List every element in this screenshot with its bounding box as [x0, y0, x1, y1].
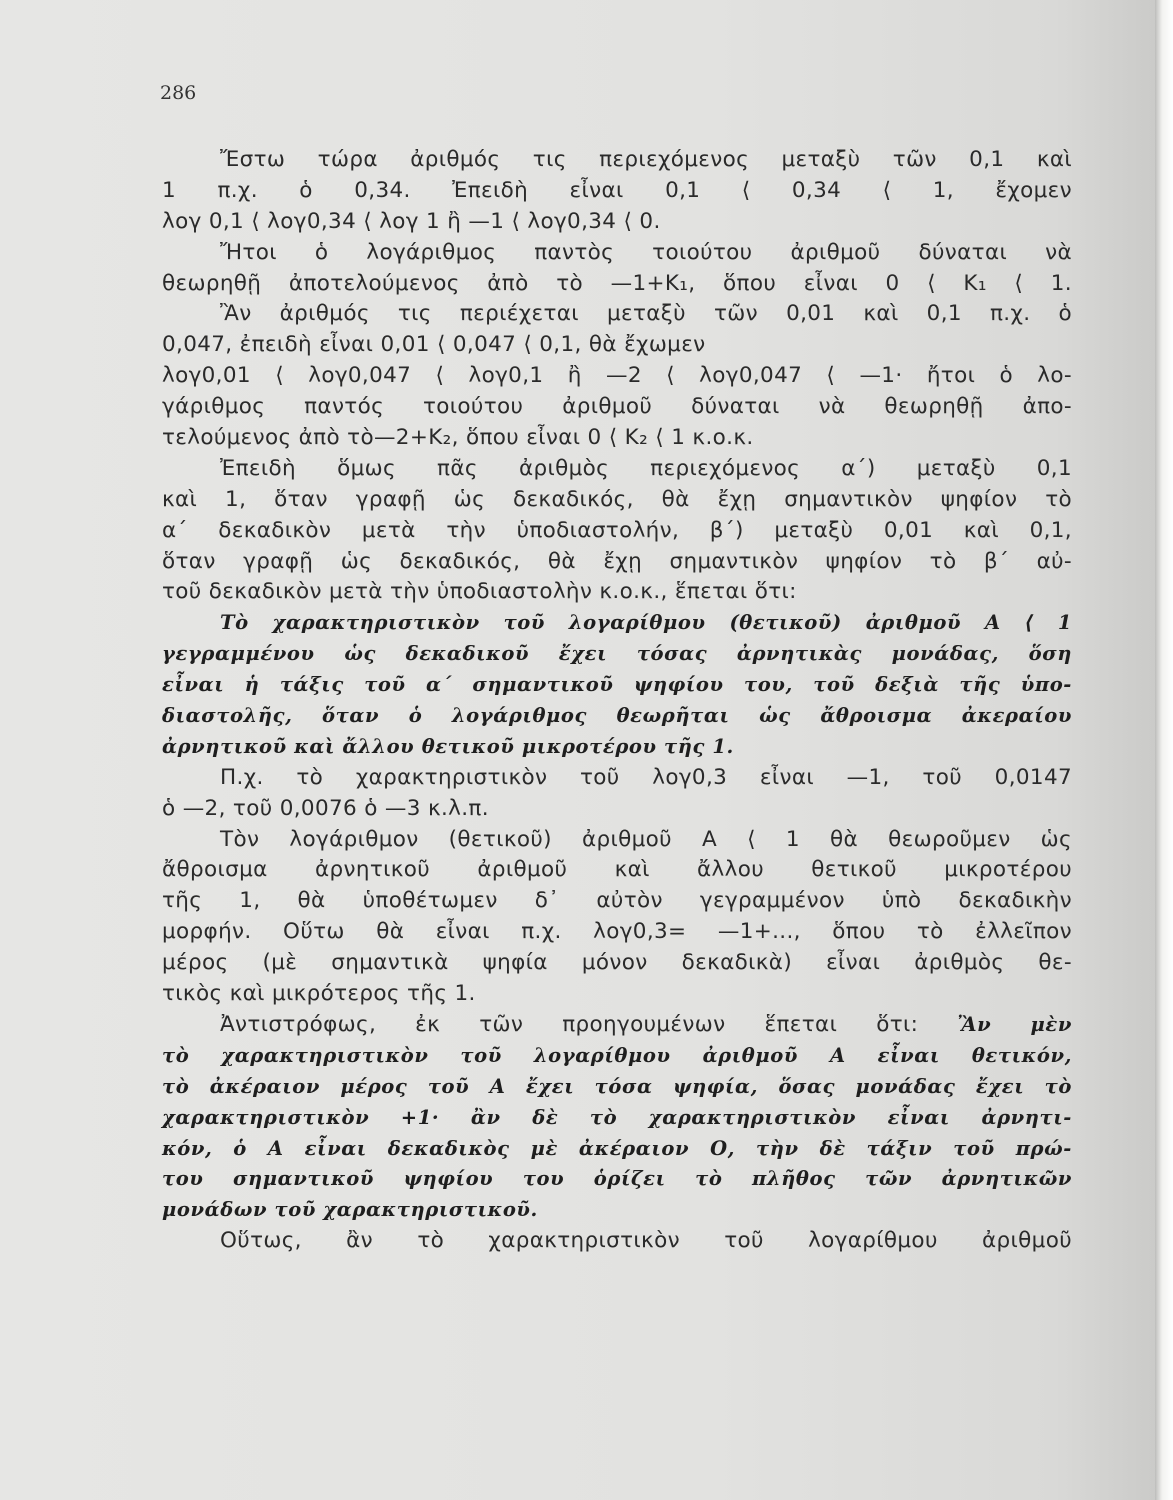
text-line: Ἂν ἀριθμός τις περιέχεται μεταξὺ τῶν 0,01 καὶ 0,1 π.χ. ὁ	[220, 301, 1072, 327]
text-line	[162, 608, 1072, 639]
text-line: τῆς 1, θὰ ὑποθέτωμεν δ᾽ αὐτὸν γεγραμμένον ὑπὸ δεκαδικὴν	[162, 888, 1072, 914]
book-spine-shadow	[1155, 0, 1173, 1500]
text-line: τικὸς καὶ μικρότερος τῆς 1.	[162, 981, 476, 1007]
text-line	[162, 1134, 1072, 1165]
text-line: μέρος (μὲ σημαντικὰ ψηφία μόνον δεκαδικὰ) εἶναι ἀριθμὸς θε-	[162, 950, 1072, 976]
text-line: 0,047, ἐπειδὴ εἶναι 0,01 ⟨ 0,047 ⟨ 0,1, θὰ ἔχωμεν	[162, 332, 706, 358]
emphasized-text: τὸ ἀκέραιον μέρος τοῦ Α ἔχει τόσα ψηφία, ὅσας μονάδας ἔχει τὸ	[162, 1074, 1072, 1098]
text-line: λογ 0,1 ⟨ λογ0,34 ⟨ λογ 1 ἢ —1 ⟨ λογ0,34 ⟨ 0.	[162, 208, 661, 234]
text-line: Ἐπειδὴ ὅμως πᾶς ἀριθμὸς περιεχόμενος α΄) μεταξὺ 0,1	[220, 455, 1072, 481]
text-line	[162, 732, 1072, 763]
emphasized-text: τὸ χαρακτηριστικὸν τοῦ λογαρίθμου ἀριθμοῦ Α εἶναι θετικόν,	[162, 1043, 1072, 1067]
emphasized-text: Τὸ χαρακτηριστικὸν τοῦ λογαρίθμου (θετικοῦ) ἀριθμοῦ Α ⟨ 1	[220, 611, 1072, 635]
text-line: Π.χ. τὸ χαρακτηριστικὸν τοῦ λογ0,3 εἶναι —1, τοῦ 0,0147	[220, 764, 1072, 790]
text-line	[162, 1041, 1072, 1072]
text-line	[162, 701, 1072, 732]
text-line: ἄθροισμα ἀρνητικοῦ ἀριθμοῦ καὶ ἄλλου θετικοῦ μικροτέρου	[162, 857, 1072, 883]
page-number: 286	[160, 82, 197, 104]
emphasized-text: διαστολῆς, ὅταν ὁ λογάριθμος θεωρῆται ὡς ἄθροισμα ἀκεραίου	[162, 704, 1072, 728]
text-line: θεωρηθῇ ἀποτελούμενος ἀπὸ τὸ —1+K₁, ὅπου εἶναι 0 ⟨ K₁ ⟨ 1.	[162, 270, 1072, 296]
text-line	[162, 1072, 1072, 1103]
text-line: Τὸν λογάριθμον (θετικοῦ) ἀριθμοῦ Α ⟨ 1 θὰ θεωροῦμεν ὡς	[220, 826, 1072, 852]
emphasized-text: μονάδων τοῦ χαρακτηριστικοῦ.	[162, 1198, 538, 1222]
text-line: καὶ 1, ὅταν γραφῇ ὡς δεκαδικός, θὰ ἔχῃ σημαντικὸν ψηφίον τὸ	[162, 486, 1072, 512]
text-line: γάριθμος παντός τοιούτου ἀριθμοῦ δύναται νὰ θεωρηθῇ ἀπο-	[162, 394, 1072, 420]
text-line: τελούμενος ἀπὸ τὸ—2+K₂, ὅπου εἶναι 0 ⟨ K₂ ⟨ 1 κ.ο.κ.	[162, 425, 754, 451]
text-line: ὁ —2, τοῦ 0,0076 ὁ —3 κ.λ.π.	[162, 795, 489, 821]
emphasized-text: ἀρνητικοῦ καὶ ἄλλου θετικοῦ μικροτέρου τῆς 1.	[162, 734, 734, 758]
text-line: α΄ δεκαδικὸν μετὰ τὴν ὑποδιαστολήν, β΄) μεταξὺ 0,01 καὶ 0,1,	[162, 517, 1072, 543]
emphasized-text: κόν, ὁ Α εἶναι δεκαδικὸς μὲ ἀκέραιον Ο, τὴν δὲ τάξιν τοῦ πρώ-	[162, 1136, 1072, 1160]
emphasized-text: χαρακτηριστικὸν +1· ἂν δὲ τὸ χαρακτηριστικὸν εἶναι ἀρνητι-	[162, 1105, 1072, 1129]
text-line	[162, 639, 1072, 670]
text-line	[162, 1195, 1072, 1226]
text-line: 1 π.χ. ὁ 0,34. Ἐπειδὴ εἶναι 0,1 ⟨ 0,34 ⟨ 1, ἔχομεν	[162, 177, 1072, 203]
text-line: τοῦ δεκαδικὸν μετὰ τὴν ὑποδιαστολὴν κ.ο.κ., ἕπεται ὅτι:	[162, 579, 797, 605]
text-line	[162, 1103, 1072, 1134]
text-line: ὅταν γραφῇ ὡς δεκαδικός, θὰ ἔχῃ σημαντικὸν ψηφίον τὸ β΄ αὐ-	[162, 548, 1072, 574]
text-line	[162, 670, 1072, 701]
text-line: Ἀντιστρόφως, ἐκ τῶν προηγουμένων ἕπεται ὅτι: Ἂν μὲν	[220, 1011, 1072, 1037]
text-line: Ἤτοι ὁ λογάριθμος παντὸς τοιούτου ἀριθμοῦ δύναται νὰ	[220, 239, 1072, 265]
body-text	[162, 145, 1072, 1257]
text-line: Ἔστω τώρα ἀριθμός τις περιεχόμενος μεταξὺ τῶν 0,1 καὶ	[220, 147, 1072, 172]
emphasized-text: εἶναι ἡ τάξις τοῦ α΄ σημαντικοῦ ψηφίου του, τοῦ δεξιὰ τῆς ὑπο-	[162, 673, 1072, 697]
emphasized-text: του σημαντικοῦ ψηφίου του ὁρίζει τὸ πλῆθος τῶν ἀρνητικῶν	[162, 1167, 1072, 1191]
emphasized-text: γεγραμμένου ὡς δεκαδικοῦ ἔχει τόσας ἀρνητικὰς μονάδας, ὅση	[162, 642, 1072, 666]
text-line: μορφήν. Οὕτω θὰ εἶναι π.χ. λογ0,3= —1+..., ὅπου τὸ ἐλλεῖπον	[162, 919, 1072, 945]
text-line: Οὕτως, ἂν τὸ χαρακτηριστικὸν τοῦ λογαρίθμου ἀριθμοῦ	[220, 1228, 1072, 1254]
text-line: λογ0,01 ⟨ λογ0,047 ⟨ λογ0,1 ἢ —2 ⟨ λογ0,047 ⟨ —1· ἤτοι ὁ λο-	[162, 363, 1072, 389]
text-line	[162, 1164, 1072, 1195]
